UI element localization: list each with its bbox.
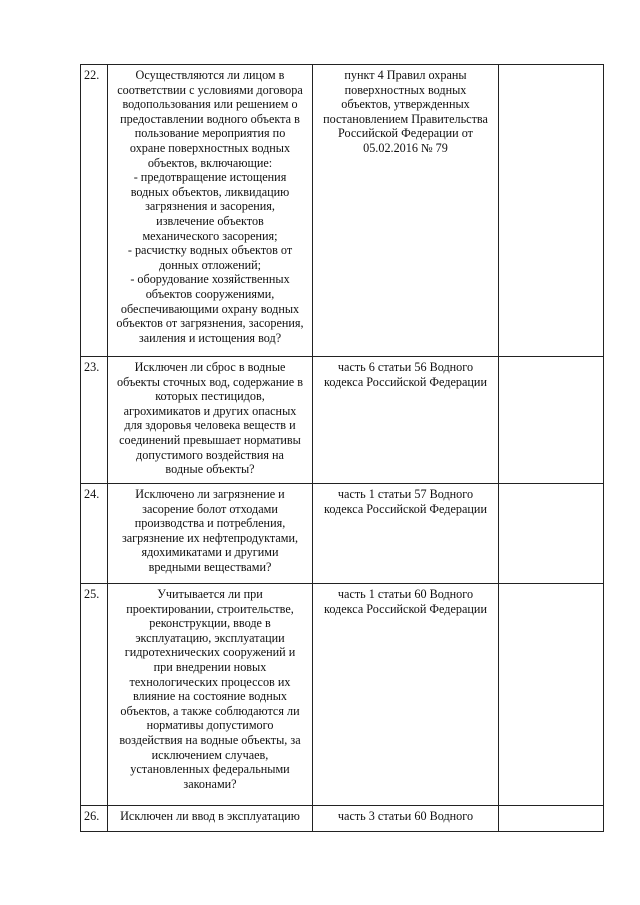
reference-line: поверхностных водных — [344, 82, 467, 97]
question-line: объектов, а также соблюдаются ли — [120, 703, 300, 718]
item-number: 23. — [81, 357, 108, 484]
question-line: проектировании, строительстве, — [126, 601, 294, 616]
question-cell — [108, 65, 313, 357]
legal-reference-cell — [313, 484, 499, 584]
question-line: загрязнения и засорения, — [145, 199, 275, 214]
question-line: - расчистку водных объектов от — [127, 243, 293, 258]
question-line: объектов сооружениями, — [145, 286, 275, 301]
checklist-table — [80, 64, 604, 832]
reference-line: часть 6 статьи 56 Водного — [337, 360, 474, 374]
question-line: Осуществляются ли лицом в — [135, 68, 285, 82]
table-row — [81, 65, 604, 357]
question-line: гидротехнических сооружений и — [124, 645, 296, 660]
question-line: объекты сточных вод, содержание в — [116, 374, 303, 389]
question-line: соединений превышает нормативы — [119, 432, 301, 447]
item-number: 24. — [81, 484, 108, 584]
question-cell — [108, 484, 313, 584]
question-cell — [108, 357, 313, 484]
question-line: - предотвращение истощения — [133, 170, 287, 185]
question-line: производства и потребления, — [134, 516, 286, 531]
item-number: 26. — [81, 806, 108, 832]
reference-line: часть 1 статьи 57 Водного — [337, 487, 474, 501]
question-line: водных объектов, ликвидацию — [130, 184, 290, 199]
question-line: законами? — [183, 776, 237, 791]
question-line: исключением случаев, — [151, 747, 269, 762]
item-number: 22. — [81, 65, 108, 357]
question-line: извлечение объектов — [156, 213, 264, 228]
reference-line: часть 3 статьи 60 Водного — [337, 809, 474, 823]
question-line: соответствии с условиями договора — [117, 82, 303, 97]
question-line: донных отложений; — [158, 257, 262, 272]
question-line: установленных федеральными — [130, 762, 290, 777]
reference-line: кодекса Российской Федерации — [324, 601, 487, 616]
reference-line: объектов, утвержденных — [341, 97, 470, 112]
question-cell — [108, 806, 313, 832]
legal-reference-cell — [313, 65, 499, 357]
question-line: - оборудование хозяйственных — [130, 272, 290, 287]
question-line: при внедрении новых — [153, 659, 267, 674]
answer-cell[interactable] — [499, 484, 604, 584]
reference-line: кодекса Российской Федерации — [324, 501, 487, 516]
question-line: воздействия на водные объекты, за — [119, 732, 301, 747]
question-line: объектов, включающие: — [147, 155, 273, 170]
question-line: которых пестицидов, — [155, 389, 265, 404]
question-line: для здоровья человека веществ и — [124, 418, 296, 433]
table-row — [81, 484, 604, 584]
answer-cell[interactable] — [499, 584, 604, 806]
question-line: агрохимикатов и других опасных — [123, 403, 297, 418]
checklist-body — [81, 65, 604, 832]
question-line: Исключен ли сброс в водные — [134, 360, 286, 374]
question-line: загрязнение их нефтепродуктами, — [121, 530, 299, 545]
legal-reference-cell — [313, 357, 499, 484]
question-line: реконструкции, вводе в — [149, 616, 271, 631]
question-line: вредными веществами? — [148, 559, 272, 574]
question-line: водные объекты? — [165, 462, 255, 477]
item-number: 25. — [81, 584, 108, 806]
answer-cell[interactable] — [499, 65, 604, 357]
legal-reference-cell — [313, 806, 499, 832]
question-line: эксплуатацию, эксплуатации — [135, 630, 285, 645]
question-line: Учитывается ли при — [157, 587, 263, 601]
question-cell — [108, 584, 313, 806]
question-line: ядохимикатами и другими — [141, 545, 279, 560]
answer-cell[interactable] — [499, 806, 604, 832]
table-row — [81, 357, 604, 484]
reference-line: 05.02.2016 № 79 — [363, 140, 448, 155]
reference-line: постановлением Правительства — [323, 111, 488, 126]
question-line: водопользования или решением о — [122, 97, 298, 112]
question-line: механического засорения; — [142, 228, 278, 243]
question-line: объектов от загрязнения, засорения, — [116, 316, 304, 331]
question-line: допустимого воздействия на — [136, 447, 284, 462]
question-line: предоставлении водного объекта в — [120, 111, 300, 126]
question-line: технологических процессов их — [129, 674, 291, 689]
table-row — [81, 584, 604, 806]
answer-cell[interactable] — [499, 357, 604, 484]
question-line: нормативы допустимого — [146, 718, 274, 733]
reference-line: кодекса Российской Федерации — [324, 374, 487, 389]
question-line: засорение болот отходами — [142, 501, 278, 516]
question-line: охране поверхностных водных — [129, 140, 291, 155]
table-row — [81, 806, 604, 832]
reference-line: пункт 4 Правил охраны — [344, 68, 467, 82]
question-line: пользование мероприятия по — [134, 126, 286, 141]
reference-line: часть 1 статьи 60 Водного — [337, 587, 474, 601]
legal-reference-cell — [313, 584, 499, 806]
question-line: Исключен ли ввод в эксплуатацию — [120, 809, 300, 823]
question-line: влияние на состояние водных — [132, 689, 288, 704]
question-line: заиления и истощения вод? — [138, 330, 282, 345]
question-line: обеспечивающими охрану водных — [120, 301, 300, 316]
question-line: Исключено ли загрязнение и — [135, 487, 285, 501]
reference-line: Российской Федерации от — [338, 126, 473, 141]
